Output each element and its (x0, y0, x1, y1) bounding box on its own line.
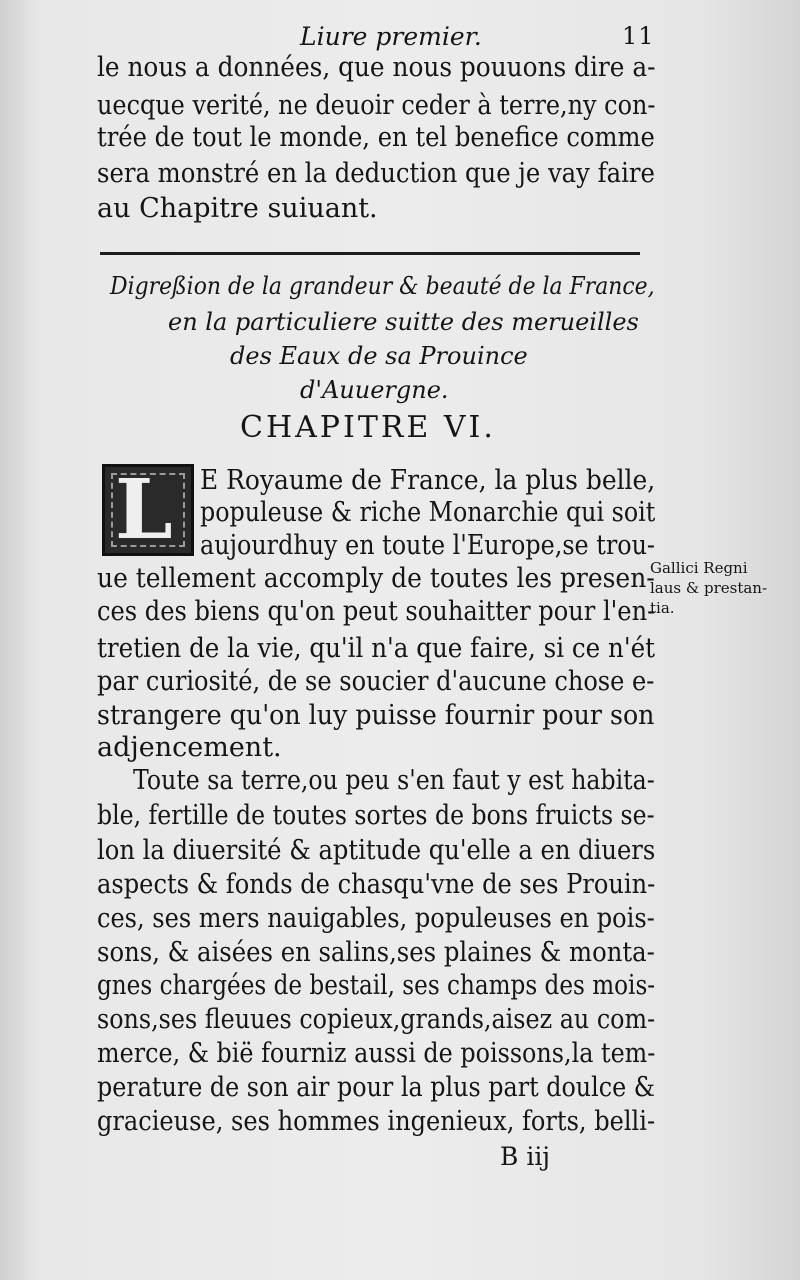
text-line: gnes chargées de bestail, ses champs des mois- (97, 970, 656, 1001)
text-line: merce, & bië fourniz aussi de poissons,la tem- (97, 1038, 656, 1069)
text-line: lon la diuersité & aptitude qu'elle a en diuers (97, 835, 656, 866)
text-line: ble, fertille de toutes sortes de bons fruicts se- (97, 800, 655, 831)
text-line: populeuse & riche Monarchie qui soit (200, 497, 656, 528)
text-line: sera monstré en la deduction que je vay faire (97, 158, 655, 189)
text-line: au Chapitre suiuant. (97, 193, 378, 224)
section-divider (100, 252, 640, 255)
text-line: tretien de la vie, qu'il n'a que faire, si ce n'ét (97, 633, 656, 664)
text-line: uecque verité, ne deuoir ceder à terre,ny con- (97, 90, 656, 121)
text-line: aujourdhuy en toute l'Europe,se trou- (200, 530, 655, 561)
text-line: sons, & aisées en salins,ses plaines & monta- (97, 937, 655, 968)
ornamental-drop-cap (102, 464, 194, 556)
heading-line: des Eaux de sa Prouince (230, 342, 528, 370)
page-number: 11 (622, 22, 655, 50)
text-line: aspects & fonds de chasqu'vne de ses Prouin- (97, 869, 656, 900)
text-line: gracieuse, ses hommes ingenieux, forts, belli- (97, 1106, 656, 1137)
text-line: ces, ses mers nauigables, populeuses en pois- (97, 903, 655, 934)
heading-line: en la particuliere suitte des merueilles (168, 308, 639, 336)
text-line: ue tellement accomply de toutes les presen- (97, 563, 655, 594)
text-line: par curiosité, de se soucier d'aucune chose e- (97, 666, 655, 697)
margin-note-line: tia. (650, 599, 675, 617)
margin-note-line: Gallici Regni (650, 559, 748, 577)
signature-mark: B iij (500, 1142, 551, 1171)
text-line: Toute sa terre,ou peu s'en faut y est habita- (133, 765, 655, 796)
text-line: ces des biens qu'on peut souhaitter pour l'en- (97, 596, 656, 627)
heading-line: Digreßion de la grandeur & beauté de la France, (110, 272, 655, 300)
chapter-title: CHAPITRE VI. (240, 410, 496, 445)
text-line: le nous a données, que nous pouuons dire a- (97, 52, 656, 83)
margin-note-line: laus & prestan- (650, 579, 768, 597)
text-line: adjencement. (97, 732, 282, 763)
text-line: trée de tout le monde, en tel benefice comme (97, 122, 655, 153)
text-line: strangere qu'on luy puisse fournir pour son (97, 700, 655, 731)
heading-line: d'Auuergne. (300, 376, 449, 404)
running-title: Liure premier. (300, 22, 482, 51)
text-line: E Royaume de France, la plus belle, (200, 465, 656, 496)
drop-cap-letter: L (115, 462, 173, 558)
text-line: sons,ses fleuues copieux,grands,aisez au com- (97, 1004, 656, 1035)
text-line: perature de son air pour la plus part doulce & (97, 1072, 655, 1103)
